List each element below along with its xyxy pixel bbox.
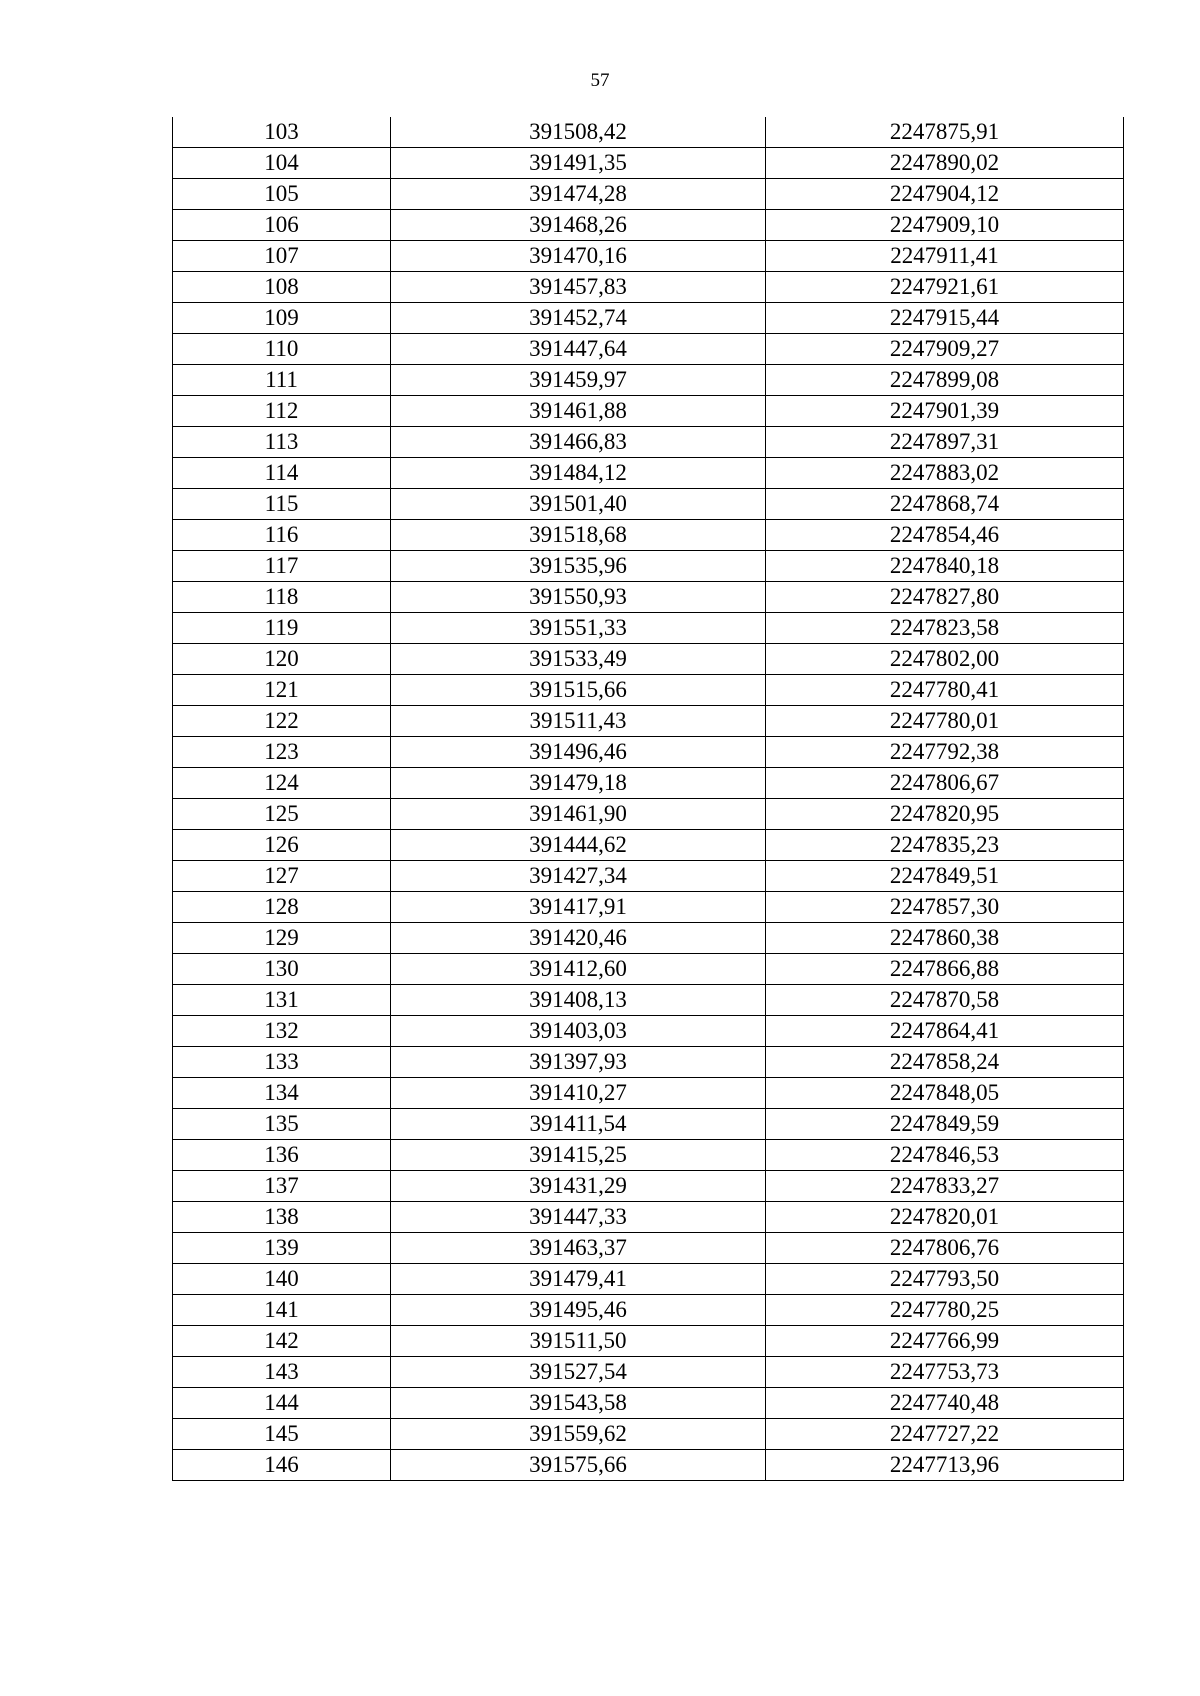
y-coordinate-cell: 2247904,12	[766, 179, 1124, 210]
x-coordinate-cell: 391461,88	[391, 396, 766, 427]
x-coordinate-cell: 391575,66	[391, 1450, 766, 1481]
x-coordinate-cell: 391511,50	[391, 1326, 766, 1357]
coordinates-table	[172, 117, 1124, 1481]
y-coordinate-cell: 2247793,50	[766, 1264, 1124, 1295]
table-row	[173, 148, 1124, 179]
table-row	[173, 1171, 1124, 1202]
table-row	[173, 117, 1124, 148]
point-number-cell: 128	[173, 892, 391, 923]
point-number-cell: 125	[173, 799, 391, 830]
table-row	[173, 1450, 1124, 1481]
y-coordinate-cell: 2247868,74	[766, 489, 1124, 520]
table-row	[173, 1233, 1124, 1264]
x-coordinate-cell: 391466,83	[391, 427, 766, 458]
table-row	[173, 365, 1124, 396]
x-coordinate-cell: 391550,93	[391, 582, 766, 613]
point-number-cell: 113	[173, 427, 391, 458]
table-row	[173, 923, 1124, 954]
x-coordinate-cell: 391474,28	[391, 179, 766, 210]
point-number-cell: 110	[173, 334, 391, 365]
table-row	[173, 334, 1124, 365]
table-row	[173, 179, 1124, 210]
table-row	[173, 489, 1124, 520]
point-number-cell: 135	[173, 1109, 391, 1140]
table-row	[173, 1295, 1124, 1326]
y-coordinate-cell: 2247897,31	[766, 427, 1124, 458]
point-number-cell: 144	[173, 1388, 391, 1419]
table-row	[173, 241, 1124, 272]
x-coordinate-cell: 391411,54	[391, 1109, 766, 1140]
y-coordinate-cell: 2247806,67	[766, 768, 1124, 799]
point-number-cell: 127	[173, 861, 391, 892]
table-row	[173, 458, 1124, 489]
table-row	[173, 1202, 1124, 1233]
y-coordinate-cell: 2247823,58	[766, 613, 1124, 644]
y-coordinate-cell: 2247806,76	[766, 1233, 1124, 1264]
x-coordinate-cell: 391479,18	[391, 768, 766, 799]
table-row	[173, 799, 1124, 830]
y-coordinate-cell: 2247921,61	[766, 272, 1124, 303]
point-number-cell: 122	[173, 706, 391, 737]
x-coordinate-cell: 391518,68	[391, 520, 766, 551]
table-body	[173, 117, 1124, 1481]
y-coordinate-cell: 2247909,10	[766, 210, 1124, 241]
table-row	[173, 1388, 1124, 1419]
y-coordinate-cell: 2247911,41	[766, 241, 1124, 272]
point-number-cell: 131	[173, 985, 391, 1016]
y-coordinate-cell: 2247846,53	[766, 1140, 1124, 1171]
x-coordinate-cell: 391515,66	[391, 675, 766, 706]
point-number-cell: 104	[173, 148, 391, 179]
x-coordinate-cell: 391412,60	[391, 954, 766, 985]
table-row	[173, 768, 1124, 799]
point-number-cell: 114	[173, 458, 391, 489]
table-row	[173, 1047, 1124, 1078]
table-row	[173, 1078, 1124, 1109]
table-row	[173, 892, 1124, 923]
table-row	[173, 1016, 1124, 1047]
point-number-cell: 118	[173, 582, 391, 613]
x-coordinate-cell: 391459,97	[391, 365, 766, 396]
x-coordinate-cell: 391463,37	[391, 1233, 766, 1264]
y-coordinate-cell: 2247780,41	[766, 675, 1124, 706]
x-coordinate-cell: 391408,13	[391, 985, 766, 1016]
y-coordinate-cell: 2247802,00	[766, 644, 1124, 675]
y-coordinate-cell: 2247857,30	[766, 892, 1124, 923]
page-number: 57	[590, 70, 610, 91]
y-coordinate-cell: 2247835,23	[766, 830, 1124, 861]
y-coordinate-cell: 2247849,59	[766, 1109, 1124, 1140]
point-number-cell: 120	[173, 644, 391, 675]
y-coordinate-cell: 2247890,02	[766, 148, 1124, 179]
y-coordinate-cell: 2247827,80	[766, 582, 1124, 613]
x-coordinate-cell: 391397,93	[391, 1047, 766, 1078]
coordinates-table-container	[172, 117, 1124, 1481]
table-row	[173, 303, 1124, 334]
y-coordinate-cell: 2247840,18	[766, 551, 1124, 582]
point-number-cell: 137	[173, 1171, 391, 1202]
point-number-cell: 111	[173, 365, 391, 396]
point-number-cell: 108	[173, 272, 391, 303]
table-row	[173, 272, 1124, 303]
point-number-cell: 123	[173, 737, 391, 768]
y-coordinate-cell: 2247854,46	[766, 520, 1124, 551]
table-row	[173, 396, 1124, 427]
point-number-cell: 139	[173, 1233, 391, 1264]
y-coordinate-cell: 2247727,22	[766, 1419, 1124, 1450]
table-row	[173, 861, 1124, 892]
x-coordinate-cell: 391511,43	[391, 706, 766, 737]
point-number-cell: 129	[173, 923, 391, 954]
y-coordinate-cell: 2247909,27	[766, 334, 1124, 365]
table-row	[173, 582, 1124, 613]
table-row	[173, 551, 1124, 582]
point-number-cell: 141	[173, 1295, 391, 1326]
x-coordinate-cell: 391527,54	[391, 1357, 766, 1388]
x-coordinate-cell: 391452,74	[391, 303, 766, 334]
point-number-cell: 130	[173, 954, 391, 985]
x-coordinate-cell: 391496,46	[391, 737, 766, 768]
x-coordinate-cell: 391501,40	[391, 489, 766, 520]
x-coordinate-cell: 391479,41	[391, 1264, 766, 1295]
y-coordinate-cell: 2247713,96	[766, 1450, 1124, 1481]
x-coordinate-cell: 391533,49	[391, 644, 766, 675]
x-coordinate-cell: 391431,29	[391, 1171, 766, 1202]
x-coordinate-cell: 391420,46	[391, 923, 766, 954]
point-number-cell: 106	[173, 210, 391, 241]
table-row	[173, 1357, 1124, 1388]
x-coordinate-cell: 391447,64	[391, 334, 766, 365]
x-coordinate-cell: 391551,33	[391, 613, 766, 644]
y-coordinate-cell: 2247780,25	[766, 1295, 1124, 1326]
x-coordinate-cell: 391535,96	[391, 551, 766, 582]
point-number-cell: 142	[173, 1326, 391, 1357]
y-coordinate-cell: 2247753,73	[766, 1357, 1124, 1388]
x-coordinate-cell: 391415,25	[391, 1140, 766, 1171]
point-number-cell: 133	[173, 1047, 391, 1078]
table-row	[173, 737, 1124, 768]
point-number-cell: 136	[173, 1140, 391, 1171]
point-number-cell: 140	[173, 1264, 391, 1295]
point-number-cell: 103	[173, 117, 391, 148]
point-number-cell: 119	[173, 613, 391, 644]
y-coordinate-cell: 2247901,39	[766, 396, 1124, 427]
table-row	[173, 210, 1124, 241]
y-coordinate-cell: 2247780,01	[766, 706, 1124, 737]
y-coordinate-cell: 2247849,51	[766, 861, 1124, 892]
y-coordinate-cell: 2247858,24	[766, 1047, 1124, 1078]
table-row	[173, 1419, 1124, 1450]
table-row	[173, 954, 1124, 985]
point-number-cell: 124	[173, 768, 391, 799]
x-coordinate-cell: 391447,33	[391, 1202, 766, 1233]
y-coordinate-cell: 2247864,41	[766, 1016, 1124, 1047]
x-coordinate-cell: 391444,62	[391, 830, 766, 861]
table-row	[173, 427, 1124, 458]
x-coordinate-cell: 391543,58	[391, 1388, 766, 1419]
table-row	[173, 613, 1124, 644]
y-coordinate-cell: 2247866,88	[766, 954, 1124, 985]
point-number-cell: 138	[173, 1202, 391, 1233]
y-coordinate-cell: 2247833,27	[766, 1171, 1124, 1202]
x-coordinate-cell: 391491,35	[391, 148, 766, 179]
y-coordinate-cell: 2247915,44	[766, 303, 1124, 334]
table-row	[173, 1326, 1124, 1357]
table-row	[173, 644, 1124, 675]
x-coordinate-cell: 391403,03	[391, 1016, 766, 1047]
x-coordinate-cell: 391495,46	[391, 1295, 766, 1326]
point-number-cell: 134	[173, 1078, 391, 1109]
point-number-cell: 145	[173, 1419, 391, 1450]
point-number-cell: 117	[173, 551, 391, 582]
y-coordinate-cell: 2247820,95	[766, 799, 1124, 830]
x-coordinate-cell: 391427,34	[391, 861, 766, 892]
point-number-cell: 146	[173, 1450, 391, 1481]
point-number-cell: 132	[173, 1016, 391, 1047]
y-coordinate-cell: 2247766,99	[766, 1326, 1124, 1357]
table-row	[173, 1140, 1124, 1171]
point-number-cell: 107	[173, 241, 391, 272]
x-coordinate-cell: 391410,27	[391, 1078, 766, 1109]
x-coordinate-cell: 391461,90	[391, 799, 766, 830]
x-coordinate-cell: 391484,12	[391, 458, 766, 489]
x-coordinate-cell: 391457,83	[391, 272, 766, 303]
table-row	[173, 830, 1124, 861]
x-coordinate-cell: 391508,42	[391, 117, 766, 148]
point-number-cell: 105	[173, 179, 391, 210]
y-coordinate-cell: 2247870,58	[766, 985, 1124, 1016]
table-row	[173, 985, 1124, 1016]
table-row	[173, 1264, 1124, 1295]
x-coordinate-cell: 391417,91	[391, 892, 766, 923]
point-number-cell: 121	[173, 675, 391, 706]
y-coordinate-cell: 2247792,38	[766, 737, 1124, 768]
table-row	[173, 706, 1124, 737]
point-number-cell: 115	[173, 489, 391, 520]
y-coordinate-cell: 2247860,38	[766, 923, 1124, 954]
x-coordinate-cell: 391470,16	[391, 241, 766, 272]
table-row	[173, 1109, 1124, 1140]
table-row	[173, 520, 1124, 551]
point-number-cell: 116	[173, 520, 391, 551]
table-row	[173, 675, 1124, 706]
y-coordinate-cell: 2247820,01	[766, 1202, 1124, 1233]
x-coordinate-cell: 391468,26	[391, 210, 766, 241]
y-coordinate-cell: 2247740,48	[766, 1388, 1124, 1419]
point-number-cell: 109	[173, 303, 391, 334]
point-number-cell: 112	[173, 396, 391, 427]
point-number-cell: 143	[173, 1357, 391, 1388]
y-coordinate-cell: 2247899,08	[766, 365, 1124, 396]
x-coordinate-cell: 391559,62	[391, 1419, 766, 1450]
y-coordinate-cell: 2247883,02	[766, 458, 1124, 489]
y-coordinate-cell: 2247848,05	[766, 1078, 1124, 1109]
point-number-cell: 126	[173, 830, 391, 861]
y-coordinate-cell: 2247875,91	[766, 117, 1124, 148]
